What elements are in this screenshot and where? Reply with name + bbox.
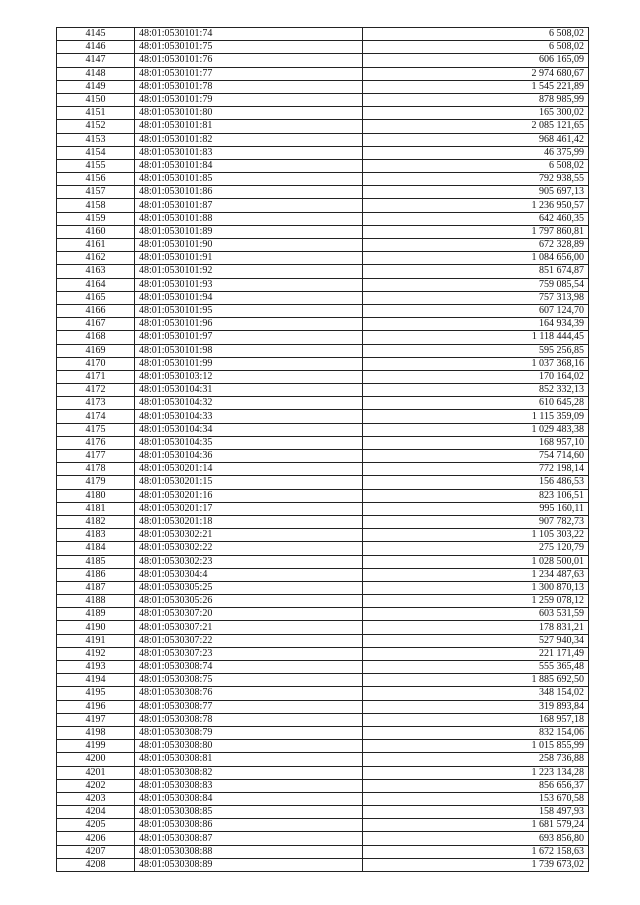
cadastral-number: 48:01:0530101:74 xyxy=(135,28,363,41)
cadastral-value: 1 739 673,02 xyxy=(363,858,589,871)
cadastral-value: 2 085 121,65 xyxy=(363,120,589,133)
row-number: 4175 xyxy=(57,423,135,436)
cadastral-value: 1 105 303,22 xyxy=(363,529,589,542)
cadastral-value: 757 313,98 xyxy=(363,291,589,304)
table-row xyxy=(57,661,589,674)
table-row xyxy=(57,318,589,331)
row-number: 4187 xyxy=(57,581,135,594)
table-row xyxy=(57,423,589,436)
cadastral-value: 772 198,14 xyxy=(363,463,589,476)
cadastral-number: 48:01:0530308:75 xyxy=(135,674,363,687)
row-number: 4179 xyxy=(57,476,135,489)
table-row xyxy=(57,278,589,291)
cadastral-value: 1 234 487,63 xyxy=(363,568,589,581)
row-number: 4199 xyxy=(57,740,135,753)
table-row xyxy=(57,700,589,713)
cadastral-number: 48:01:0530104:32 xyxy=(135,397,363,410)
row-number: 4203 xyxy=(57,792,135,805)
cadastral-number: 48:01:0530101:96 xyxy=(135,318,363,331)
row-number: 4159 xyxy=(57,212,135,225)
table-row xyxy=(57,726,589,739)
cadastral-number: 48:01:0530308:85 xyxy=(135,806,363,819)
row-number: 4195 xyxy=(57,687,135,700)
table-row xyxy=(57,199,589,212)
cadastral-number: 48:01:0530307:23 xyxy=(135,647,363,660)
table-row xyxy=(57,450,589,463)
table-row xyxy=(57,397,589,410)
row-number: 4158 xyxy=(57,199,135,212)
row-number: 4171 xyxy=(57,370,135,383)
cadastral-value: 1 300 870,13 xyxy=(363,581,589,594)
cadastral-value: 754 714,60 xyxy=(363,450,589,463)
cadastral-number: 48:01:0530101:87 xyxy=(135,199,363,212)
cadastral-value: 823 106,51 xyxy=(363,489,589,502)
cadastral-number: 48:01:0530302:23 xyxy=(135,555,363,568)
row-number: 4163 xyxy=(57,265,135,278)
cadastral-value: 1 118 444,45 xyxy=(363,331,589,344)
row-number: 4184 xyxy=(57,542,135,555)
cadastral-value: 907 782,73 xyxy=(363,515,589,528)
cadastral-value: 1 084 656,00 xyxy=(363,252,589,265)
table-row xyxy=(57,476,589,489)
cadastral-number: 48:01:0530302:22 xyxy=(135,542,363,555)
row-number: 4166 xyxy=(57,304,135,317)
table-row xyxy=(57,634,589,647)
cadastral-value: 852 332,13 xyxy=(363,384,589,397)
table-row xyxy=(57,753,589,766)
cadastral-number: 48:01:0530308:76 xyxy=(135,687,363,700)
cadastral-value: 165 300,02 xyxy=(363,107,589,120)
table-row xyxy=(57,120,589,133)
cadastral-value-table xyxy=(56,27,589,872)
cadastral-number: 48:01:0530103:12 xyxy=(135,370,363,383)
row-number: 4183 xyxy=(57,529,135,542)
table-row xyxy=(57,186,589,199)
cadastral-value: 6 508,02 xyxy=(363,28,589,41)
cadastral-number: 48:01:0530308:80 xyxy=(135,740,363,753)
cadastral-value: 1 545 221,89 xyxy=(363,80,589,93)
cadastral-number: 48:01:0530101:91 xyxy=(135,252,363,265)
cadastral-number: 48:01:0530101:97 xyxy=(135,331,363,344)
table-row xyxy=(57,687,589,700)
table-row xyxy=(57,515,589,528)
row-number: 4153 xyxy=(57,133,135,146)
row-number: 4182 xyxy=(57,515,135,528)
cadastral-value: 221 171,49 xyxy=(363,647,589,660)
row-number: 4196 xyxy=(57,700,135,713)
cadastral-number: 48:01:0530305:25 xyxy=(135,581,363,594)
cadastral-number: 48:01:0530104:34 xyxy=(135,423,363,436)
row-number: 4151 xyxy=(57,107,135,120)
cadastral-number: 48:01:0530308:78 xyxy=(135,713,363,726)
cadastral-value: 1 015 855,99 xyxy=(363,740,589,753)
row-number: 4161 xyxy=(57,239,135,252)
table-row xyxy=(57,806,589,819)
cadastral-number: 48:01:0530101:83 xyxy=(135,146,363,159)
cadastral-value: 170 164,02 xyxy=(363,370,589,383)
table-row xyxy=(57,239,589,252)
row-number: 4186 xyxy=(57,568,135,581)
table-row xyxy=(57,674,589,687)
cadastral-number: 48:01:0530101:98 xyxy=(135,344,363,357)
cadastral-value: 603 531,59 xyxy=(363,608,589,621)
table-row xyxy=(57,529,589,542)
table-row xyxy=(57,344,589,357)
table-row xyxy=(57,845,589,858)
row-number: 4145 xyxy=(57,28,135,41)
row-number: 4157 xyxy=(57,186,135,199)
cadastral-value: 759 085,54 xyxy=(363,278,589,291)
cadastral-number: 48:01:0530201:17 xyxy=(135,502,363,515)
row-number: 4150 xyxy=(57,93,135,106)
cadastral-number: 48:01:0530307:21 xyxy=(135,621,363,634)
cadastral-number: 48:01:0530101:94 xyxy=(135,291,363,304)
cadastral-number: 48:01:0530101:78 xyxy=(135,80,363,93)
table-row xyxy=(57,502,589,515)
row-number: 4147 xyxy=(57,54,135,67)
cadastral-number: 48:01:0530201:14 xyxy=(135,463,363,476)
cadastral-value: 1 223 134,28 xyxy=(363,766,589,779)
row-number: 4156 xyxy=(57,173,135,186)
cadastral-value: 995 160,11 xyxy=(363,502,589,515)
cadastral-number: 48:01:0530308:81 xyxy=(135,753,363,766)
row-number: 4154 xyxy=(57,146,135,159)
row-number: 4170 xyxy=(57,357,135,370)
table-row xyxy=(57,93,589,106)
row-number: 4178 xyxy=(57,463,135,476)
cadastral-number: 48:01:0530101:93 xyxy=(135,278,363,291)
cadastral-number: 48:01:0530101:80 xyxy=(135,107,363,120)
row-number: 4181 xyxy=(57,502,135,515)
row-number: 4206 xyxy=(57,832,135,845)
cadastral-number: 48:01:0530305:26 xyxy=(135,595,363,608)
cadastral-value: 178 831,21 xyxy=(363,621,589,634)
table-row xyxy=(57,766,589,779)
cadastral-value: 1 236 950,57 xyxy=(363,199,589,212)
cadastral-number: 48:01:0530308:79 xyxy=(135,726,363,739)
row-number: 4152 xyxy=(57,120,135,133)
row-number: 4188 xyxy=(57,595,135,608)
row-number: 4174 xyxy=(57,410,135,423)
cadastral-number: 48:01:0530308:89 xyxy=(135,858,363,871)
cadastral-value: 968 461,42 xyxy=(363,133,589,146)
table-row xyxy=(57,107,589,120)
cadastral-value: 1 029 483,38 xyxy=(363,423,589,436)
table-row xyxy=(57,489,589,502)
row-number: 4189 xyxy=(57,608,135,621)
row-number: 4197 xyxy=(57,713,135,726)
row-number: 4172 xyxy=(57,384,135,397)
row-number: 4162 xyxy=(57,252,135,265)
row-number: 4190 xyxy=(57,621,135,634)
row-number: 4204 xyxy=(57,806,135,819)
cadastral-number: 48:01:0530101:75 xyxy=(135,41,363,54)
row-number: 4194 xyxy=(57,674,135,687)
cadastral-number: 48:01:0530101:99 xyxy=(135,357,363,370)
cadastral-value: 6 508,02 xyxy=(363,159,589,172)
row-number: 4177 xyxy=(57,450,135,463)
cadastral-value: 158 497,93 xyxy=(363,806,589,819)
cadastral-number: 48:01:0530308:77 xyxy=(135,700,363,713)
cadastral-number: 48:01:0530101:92 xyxy=(135,265,363,278)
cadastral-value: 610 645,28 xyxy=(363,397,589,410)
cadastral-value: 527 940,34 xyxy=(363,634,589,647)
cadastral-value: 1 259 078,12 xyxy=(363,595,589,608)
cadastral-value: 156 486,53 xyxy=(363,476,589,489)
table-body xyxy=(57,28,589,872)
table-row xyxy=(57,832,589,845)
table-row xyxy=(57,291,589,304)
cadastral-number: 48:01:0530101:77 xyxy=(135,67,363,80)
cadastral-value: 792 938,55 xyxy=(363,173,589,186)
row-number: 4168 xyxy=(57,331,135,344)
cadastral-value: 1 885 692,50 xyxy=(363,674,589,687)
cadastral-number: 48:01:0530201:18 xyxy=(135,515,363,528)
cadastral-number: 48:01:0530308:82 xyxy=(135,766,363,779)
table-row xyxy=(57,225,589,238)
cadastral-number: 48:01:0530201:15 xyxy=(135,476,363,489)
cadastral-number: 48:01:0530308:88 xyxy=(135,845,363,858)
table-row xyxy=(57,28,589,41)
cadastral-value: 905 697,13 xyxy=(363,186,589,199)
cadastral-number: 48:01:0530104:35 xyxy=(135,436,363,449)
cadastral-number: 48:01:0530101:85 xyxy=(135,173,363,186)
cadastral-number: 48:01:0530307:20 xyxy=(135,608,363,621)
cadastral-number: 48:01:0530308:83 xyxy=(135,779,363,792)
table-row xyxy=(57,133,589,146)
cadastral-value: 607 124,70 xyxy=(363,304,589,317)
cadastral-value: 46 375,99 xyxy=(363,146,589,159)
row-number: 4207 xyxy=(57,845,135,858)
cadastral-number: 48:01:0530101:84 xyxy=(135,159,363,172)
table-row xyxy=(57,595,589,608)
cadastral-number: 48:01:0530101:76 xyxy=(135,54,363,67)
table-row xyxy=(57,67,589,80)
cadastral-number: 48:01:0530308:87 xyxy=(135,832,363,845)
cadastral-value: 348 154,02 xyxy=(363,687,589,700)
cadastral-value: 672 328,89 xyxy=(363,239,589,252)
table-row xyxy=(57,713,589,726)
table-row xyxy=(57,146,589,159)
table-row xyxy=(57,463,589,476)
cadastral-value: 1 681 579,24 xyxy=(363,819,589,832)
cadastral-value: 153 670,58 xyxy=(363,792,589,805)
cadastral-value: 258 736,88 xyxy=(363,753,589,766)
cadastral-number: 48:01:0530308:84 xyxy=(135,792,363,805)
table-row xyxy=(57,608,589,621)
row-number: 4191 xyxy=(57,634,135,647)
row-number: 4148 xyxy=(57,67,135,80)
cadastral-value: 1 672 158,63 xyxy=(363,845,589,858)
cadastral-value: 878 985,99 xyxy=(363,93,589,106)
cadastral-value: 168 957,18 xyxy=(363,713,589,726)
table-row xyxy=(57,779,589,792)
table-row xyxy=(57,858,589,871)
cadastral-value: 555 365,48 xyxy=(363,661,589,674)
cadastral-value: 851 674,87 xyxy=(363,265,589,278)
table-row xyxy=(57,357,589,370)
cadastral-value: 168 957,10 xyxy=(363,436,589,449)
cadastral-number: 48:01:0530304:4 xyxy=(135,568,363,581)
table-row xyxy=(57,436,589,449)
cadastral-value: 1 037 368,16 xyxy=(363,357,589,370)
table-row xyxy=(57,581,589,594)
table-row xyxy=(57,621,589,634)
table-row xyxy=(57,80,589,93)
row-number: 4202 xyxy=(57,779,135,792)
table-row xyxy=(57,740,589,753)
cadastral-number: 48:01:0530101:95 xyxy=(135,304,363,317)
cadastral-value: 319 893,84 xyxy=(363,700,589,713)
row-number: 4169 xyxy=(57,344,135,357)
cadastral-number: 48:01:0530101:89 xyxy=(135,225,363,238)
row-number: 4146 xyxy=(57,41,135,54)
table-row xyxy=(57,792,589,805)
table-row xyxy=(57,370,589,383)
table-row xyxy=(57,647,589,660)
cadastral-value: 595 256,85 xyxy=(363,344,589,357)
table-row xyxy=(57,819,589,832)
table-row xyxy=(57,173,589,186)
cadastral-value: 1 797 860,81 xyxy=(363,225,589,238)
table-row xyxy=(57,304,589,317)
cadastral-number: 48:01:0530308:74 xyxy=(135,661,363,674)
cadastral-number: 48:01:0530302:21 xyxy=(135,529,363,542)
cadastral-number: 48:01:0530104:33 xyxy=(135,410,363,423)
cadastral-value: 606 165,09 xyxy=(363,54,589,67)
table-row xyxy=(57,41,589,54)
table-row xyxy=(57,252,589,265)
cadastral-number: 48:01:0530101:82 xyxy=(135,133,363,146)
row-number: 4193 xyxy=(57,661,135,674)
table-row xyxy=(57,568,589,581)
cadastral-value: 1 028 500,01 xyxy=(363,555,589,568)
table-row xyxy=(57,159,589,172)
row-number: 4173 xyxy=(57,397,135,410)
row-number: 4198 xyxy=(57,726,135,739)
cadastral-value: 642 460,35 xyxy=(363,212,589,225)
cadastral-value: 275 120,79 xyxy=(363,542,589,555)
cadastral-value: 1 115 359,09 xyxy=(363,410,589,423)
cadastral-value: 164 934,39 xyxy=(363,318,589,331)
table-row xyxy=(57,265,589,278)
cadastral-number: 48:01:0530307:22 xyxy=(135,634,363,647)
row-number: 4155 xyxy=(57,159,135,172)
cadastral-number: 48:01:0530201:16 xyxy=(135,489,363,502)
table-row xyxy=(57,331,589,344)
cadastral-number: 48:01:0530101:86 xyxy=(135,186,363,199)
cadastral-number: 48:01:0530104:36 xyxy=(135,450,363,463)
row-number: 4192 xyxy=(57,647,135,660)
row-number: 4208 xyxy=(57,858,135,871)
row-number: 4180 xyxy=(57,489,135,502)
table-row xyxy=(57,542,589,555)
table-row xyxy=(57,410,589,423)
cadastral-value: 832 154,06 xyxy=(363,726,589,739)
row-number: 4149 xyxy=(57,80,135,93)
table-row xyxy=(57,54,589,67)
cadastral-number: 48:01:0530104:31 xyxy=(135,384,363,397)
row-number: 4167 xyxy=(57,318,135,331)
row-number: 4160 xyxy=(57,225,135,238)
cadastral-number: 48:01:0530101:90 xyxy=(135,239,363,252)
cadastral-number: 48:01:0530101:88 xyxy=(135,212,363,225)
row-number: 4185 xyxy=(57,555,135,568)
row-number: 4176 xyxy=(57,436,135,449)
row-number: 4164 xyxy=(57,278,135,291)
table-row xyxy=(57,555,589,568)
row-number: 4165 xyxy=(57,291,135,304)
cadastral-value: 693 856,80 xyxy=(363,832,589,845)
cadastral-value: 856 656,37 xyxy=(363,779,589,792)
cadastral-number: 48:01:0530101:81 xyxy=(135,120,363,133)
table-row xyxy=(57,384,589,397)
table-row xyxy=(57,212,589,225)
cadastral-number: 48:01:0530101:79 xyxy=(135,93,363,106)
row-number: 4201 xyxy=(57,766,135,779)
cadastral-value: 2 974 680,67 xyxy=(363,67,589,80)
cadastral-value: 6 508,02 xyxy=(363,41,589,54)
cadastral-number: 48:01:0530308:86 xyxy=(135,819,363,832)
row-number: 4205 xyxy=(57,819,135,832)
row-number: 4200 xyxy=(57,753,135,766)
